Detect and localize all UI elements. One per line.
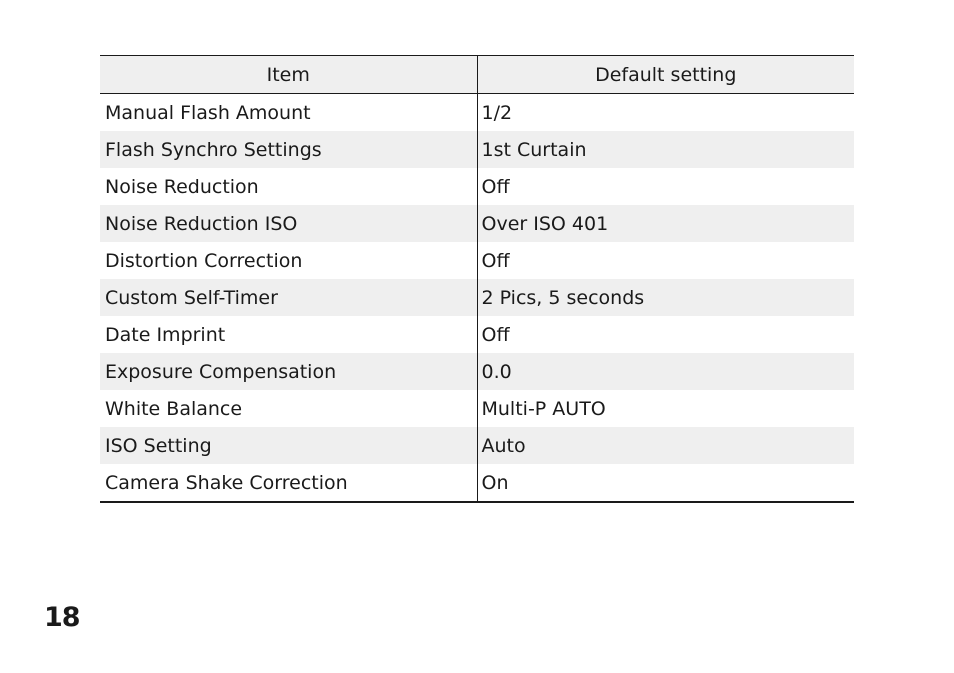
table-row <box>100 242 854 279</box>
table-row <box>100 168 854 205</box>
row-default-value: 1st Curtain <box>477 131 854 168</box>
table-row <box>100 353 854 390</box>
row-item-name: Distortion Correction <box>100 242 477 279</box>
row-item-name: Custom Self-Timer <box>100 279 477 316</box>
table-row <box>100 316 854 353</box>
row-item-name: Camera Shake Correction <box>100 464 477 502</box>
row-item-name: Date Imprint <box>100 316 477 353</box>
row-default-value: Over ISO 401 <box>477 205 854 242</box>
row-default-value: 0.0 <box>477 353 854 390</box>
row-default-value: Multi-P AUTO <box>481 397 606 420</box>
row-item-name: ISO Setting <box>100 427 477 464</box>
table-row <box>100 94 854 132</box>
row-default-value: Off <box>481 249 510 272</box>
row-default-value: Off <box>481 175 510 198</box>
row-item-name: Manual Flash Amount <box>100 94 477 132</box>
table-row <box>100 464 854 502</box>
row-default-value: On <box>477 464 854 502</box>
default-settings-table <box>100 55 854 503</box>
row-default-value: Off <box>481 323 510 346</box>
table-header-row <box>100 56 854 94</box>
table-row <box>100 390 854 427</box>
row-item-name: Exposure Compensation <box>100 353 477 390</box>
row-default-value: Auto <box>477 427 854 464</box>
row-item-name: White Balance <box>100 390 477 427</box>
row-default-value: 1/2 <box>481 101 513 124</box>
table-row <box>100 427 854 464</box>
table-row <box>100 279 854 316</box>
row-item-name: Noise Reduction <box>100 168 477 205</box>
column-header-item: Item <box>100 56 477 94</box>
row-item-name: Flash Synchro Settings <box>100 131 477 168</box>
row-default-value: 2 Pics, 5 seconds <box>477 279 854 316</box>
row-item-name: Noise Reduction ISO <box>100 205 477 242</box>
column-header-default-setting: Default setting <box>477 56 854 94</box>
page-number: 18 <box>44 602 80 633</box>
table-row <box>100 205 854 242</box>
table-row <box>100 131 854 168</box>
